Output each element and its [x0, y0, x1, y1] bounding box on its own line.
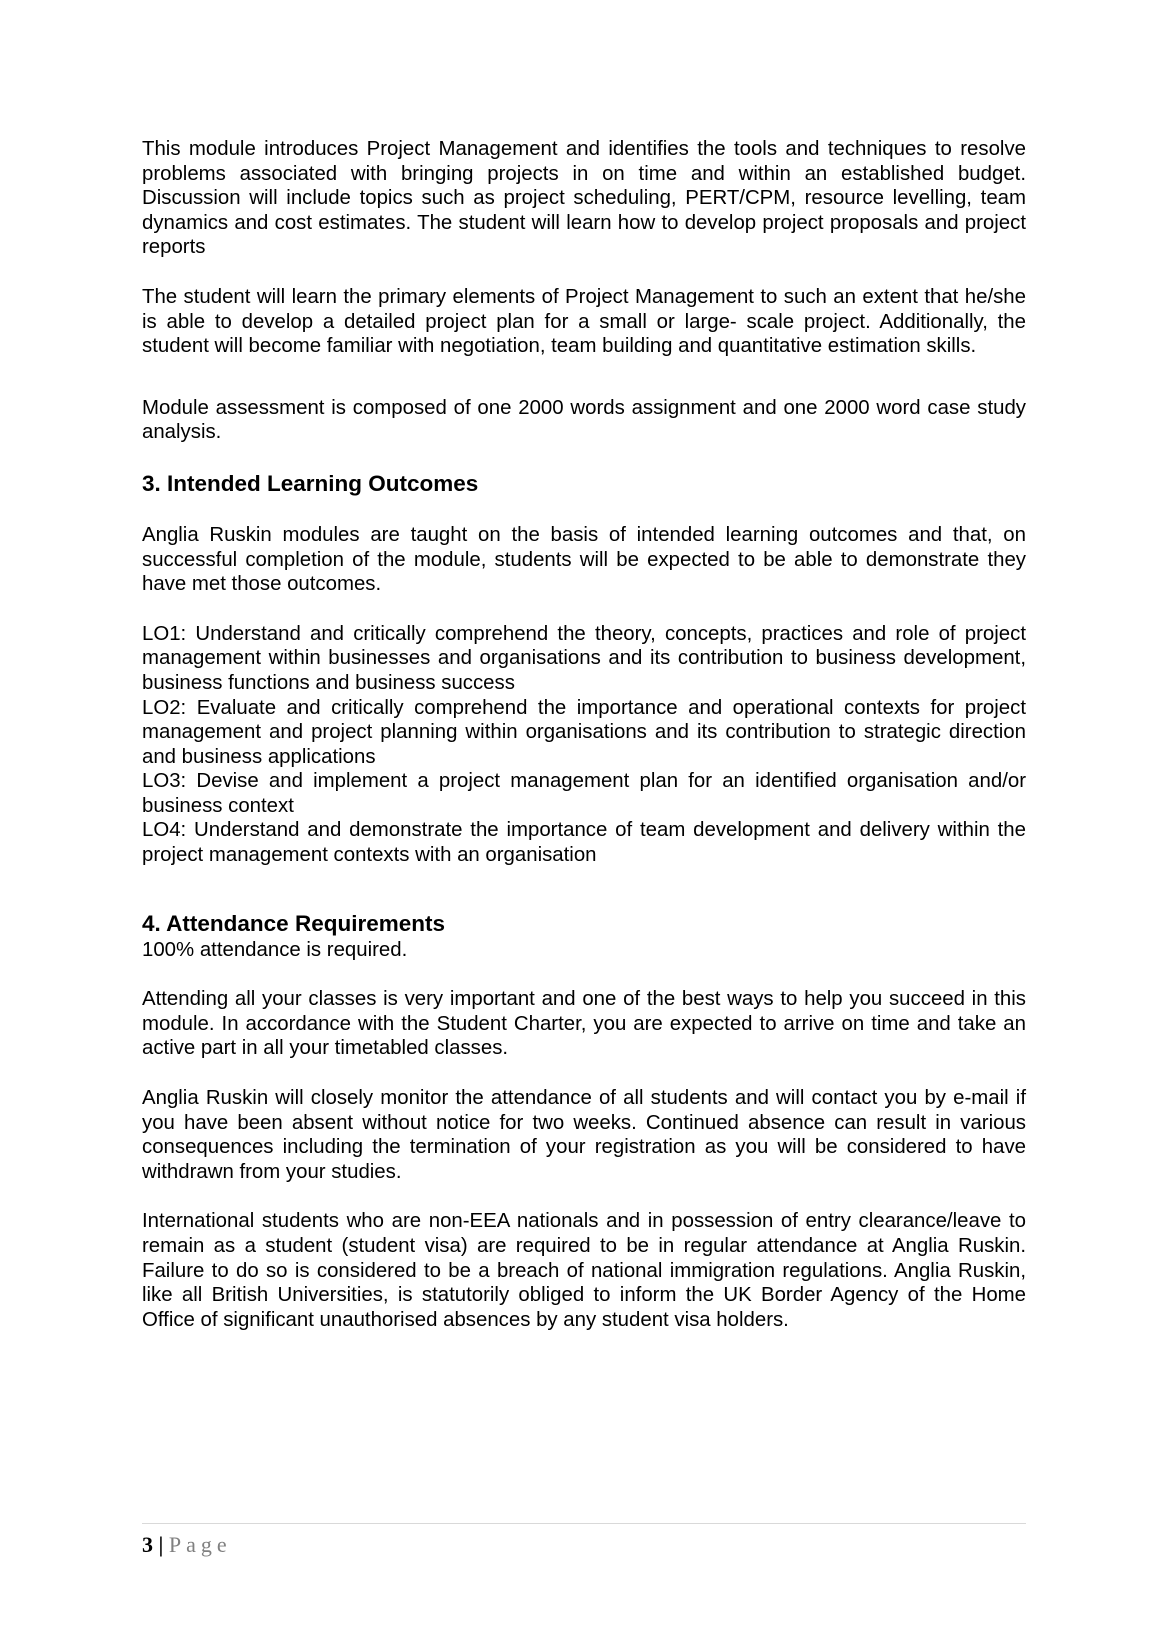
page-label: Page — [168, 1532, 232, 1557]
footer-separator: | — [158, 1532, 164, 1557]
attendance-paragraph-3: International students who are non-EEA nationals and in possession of entry clearance/leave to remain as a student (student visa) are required to be in regular attendance at Anglia Ruskin. Failure to do so is considered to be a breach of national immigration regulations. Anglia Ruskin, like all British Universities, is statutorily obliged to inform the UK Border Agency of the Home Office of significant unauthorised absences by any student visa holders. — [142, 1210, 1026, 1331]
attendance-paragraph-2: Anglia Ruskin will closely monitor the attendance of all students and will contact you by e-mail if you have been absent without notice for two weeks. Continued absence can result in various consequences including the termination of your registration as you will be considered to have withdrawn from your studies. — [142, 1087, 1026, 1183]
learning-outcomes-list — [142, 622, 1026, 868]
document-body — [142, 137, 1026, 1332]
learning-outcome-lo4: LO4: Understand and demonstrate the importance of team development and delivery within the project management contexts with an organisation — [142, 819, 1026, 867]
section-3-heading: 3. Intended Learning Outcomes — [142, 470, 479, 496]
page-footer — [142, 1523, 1026, 1558]
learning-outcome-lo1: LO1: Understand and critically comprehend the theory, concepts, practices and role of project management within businesses and organisations and its contribution to business development, business functions and business success — [142, 622, 1026, 694]
page-number: 3 — [142, 1532, 153, 1557]
section-4-heading: 4. Attendance Requirements — [142, 910, 445, 936]
intro-paragraph-1: This module introduces Project Management and identifies the tools and techniques to resolve problems associated with bringing projects in on time and within an established budget. Discussion will include topics such as project scheduling, PERT/CPM, resource levelling, team dynamics and cost estimates. The student will learn how to develop project proposals and project reports — [142, 138, 1026, 259]
intro-paragraph-2: The student will learn the primary elements of Project Management to such an extent that he/she is able to develop a detailed project plan for a small or large- scale project. Additionally, the student will become familiar with negotiation, team building and quantitative estimation skills. — [142, 285, 1026, 358]
learning-outcome-lo2: LO2: Evaluate and critically comprehend the importance and operational contexts for project management and project planning within organisations and its contribution to strategic direction and business applications — [142, 696, 1026, 768]
assessment-paragraph: Module assessment is composed of one 2000 words assignment and one 2000 word case study analysis. — [142, 396, 1026, 444]
attendance-paragraph-1: Attending all your classes is very important and one of the best ways to help you succeed in this module. In accordance with the Student Charter, you are expected to arrive on time and take an active part in all your timetabled classes. — [142, 988, 1026, 1060]
learning-outcome-lo3: LO3: Devise and implement a project management plan for an identified organisation and/or business context — [142, 770, 1026, 817]
learning-outcomes-intro: Anglia Ruskin modules are taught on the basis of intended learning outcomes and that, on successful completion of the module, students will be expected to be able to demonstrate they have met those outcomes. — [142, 523, 1026, 596]
attendance-requirement: 100% attendance is required. — [142, 938, 408, 961]
